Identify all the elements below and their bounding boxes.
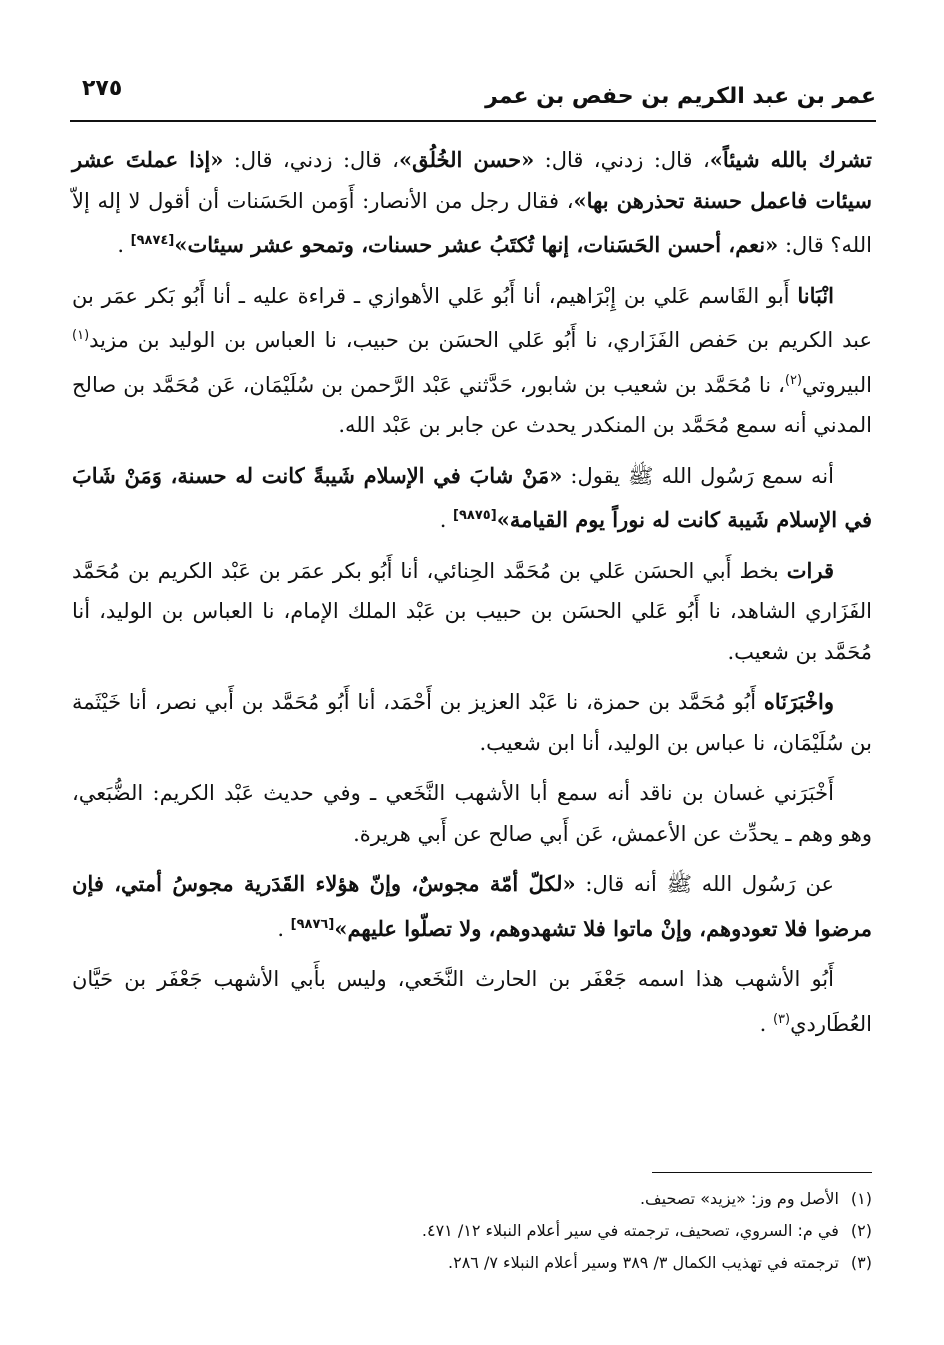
text-run: أَبُو الأشهب هذا اسمه جَعْفَر بن الحارث النَّخَعي، وليس بأَبي الأشهب جَعْفَر بن حَيَّان العُطَاردي	[72, 967, 872, 1036]
text-run: ، فقال رجل من الأنصار: أَوَمن الحَسَنات أن أقول لا إله إلاّ الله؟ قال:	[72, 188, 872, 257]
footnote-line	[72, 1183, 872, 1215]
footnote-text: ترجمته في تهذيب الكمال ٣/ ٣٨٩ وسير أعلام النبلاء ٧/ ٢٨٦.	[448, 1253, 839, 1272]
paragraph	[72, 456, 872, 541]
text-run: .	[117, 233, 131, 257]
text-run: بخط أَبي الحسَن عَلي بن مُحَمَّد الحِنائي، أنا أَبُو بكر عمَر بن عَبْد الكريم بن مُحَمَّد الفَزَاري الشاهد، نا أَبُو عَلي الحسَن بن حبيب بن عَبْد الملك الإمام، نا العباس بن الوليد، أنا مُحَمَّد بن شعيب.	[72, 558, 872, 664]
text-run: أَبو القَاسم عَلي بن إِبْرَاهيم، أنا أَبُو عَلي الأهوازي ـ قراءة عليه ـ أنا أَبُو بَكر عمَر بن عبد الكريم بن حَفص الفَزَاري، نا أَبُو عَلي الحسَن بن حبيب، نا العباس بن الوليد بن مزيد	[72, 283, 872, 352]
paragraph	[72, 682, 872, 763]
quoted-text: «لكلّ أمّة مجوسٌ، وإنّ هؤلاء القَدَرية مجوسُ أمتي، فإن مرضوا فلا تعودوهم، وإنْ ماتوا فلا تشهدوهم، ولا تصلّوا عليهم»	[72, 871, 872, 941]
text-run: ، قال: زدني، قال:	[223, 148, 399, 172]
footnote-divider	[652, 1172, 872, 1173]
paragraph	[72, 140, 872, 266]
running-header	[70, 70, 876, 122]
quoted-text: «نعم، أحسن الحَسَنات، إنها تُكتَبُ عشر حسنات، وتمحو عشر سيئات»	[174, 232, 779, 257]
quoted-text: قرات	[786, 557, 834, 583]
text-run: ، نا مُحَمَّد بن شعيب بن شابور، حَدَّثني عَبْد الرَّحمن بن سُلَيْمَان، عَن مُحَمَّد بن صالح المدني أنه سمع مُحَمَّد بن المنكدر يحدث عن جابر بن عَبْد الله.	[72, 372, 872, 437]
text-run: عن رَسُول الله ﷺ أنه قال:	[575, 872, 835, 896]
paragraph	[72, 551, 872, 673]
footnote-number: (٣)	[850, 1253, 872, 1272]
text-run: أَخْبَرَني غسان بن ناقد أنه سمع أبا الأشهب النَّخَعي ـ وفي حديث عَبْد الكريم: الضُّبَعي، وهو وهم ـ يحدِّث عن الأعمش، عَن أَبي صالح عن أَبي هريرة.	[72, 781, 872, 846]
quoted-text: تشرك بالله شيئاً»	[709, 147, 873, 172]
footnote-marker: (٣)	[772, 1011, 791, 1027]
hadith-number: [٩٨٧٤]	[130, 233, 175, 248]
quoted-text: «حسن الخُلُق»	[398, 147, 535, 172]
footnote-number: (٢)	[850, 1221, 872, 1240]
quoted-text: «مَنْ شابَ في الإسلام شَيبةً كانت له حسنة، وَمَنْ شَابَ في الإسلام شَيبة كانت له نوراً يوم القيامة»	[72, 462, 872, 532]
footnote-line	[72, 1247, 872, 1279]
text-run: أَبُو مُحَمَّد بن حمزة، نا عَبْد العزيز بن أَحْمَد، أنا أَبُو مُحَمَّد بن أَبي نصر، أنا خَيْثَمة بن سُلَيْمَان، نا عباس بن الوليد، أنا ابن شعيب.	[72, 690, 872, 755]
quoted-text: واخْبَرَنَاه	[763, 689, 834, 714]
footnote-marker: (٢)	[784, 372, 803, 388]
paragraph	[72, 959, 872, 1044]
paragraph	[72, 276, 872, 446]
text-run: .	[439, 508, 454, 532]
quoted-text: «إذا عملتَ عشر سيئات فاعمل حسنة تحذرهن بها»	[72, 147, 872, 213]
hadith-number: [٩٨٧٥]	[453, 508, 497, 523]
footnote-text: الأصل وم وز: «يزيد» تصحيف.	[639, 1189, 839, 1208]
text-run: .	[277, 916, 291, 941]
header-title: عمر بن عبد الكريم بن حفص بن عمر	[485, 84, 876, 109]
text-run: ، قال: زدني، قال:	[534, 148, 710, 172]
footnote-number: (١)	[850, 1189, 872, 1208]
paragraph	[72, 773, 872, 854]
footnote-text: في م: السروي، تصحيف، ترجمته في سير أعلام النبلاء ١٢/ ٤٧١.	[421, 1221, 839, 1240]
page-number: ٢٧٥	[82, 76, 123, 101]
paragraph	[72, 864, 872, 949]
hadith-number: [٩٨٧٦]	[290, 916, 335, 932]
text-run: .	[759, 1011, 773, 1036]
quoted-text: انْبَانا	[797, 282, 834, 308]
text-run: البيروتي	[802, 372, 872, 397]
footnotes	[72, 1183, 872, 1279]
text-run: أنه سمع رَسُول الله ﷺ يقول:	[562, 463, 834, 488]
footnote-marker: (١)	[72, 328, 90, 343]
footnote-line	[72, 1215, 872, 1247]
body-text	[72, 140, 872, 1054]
